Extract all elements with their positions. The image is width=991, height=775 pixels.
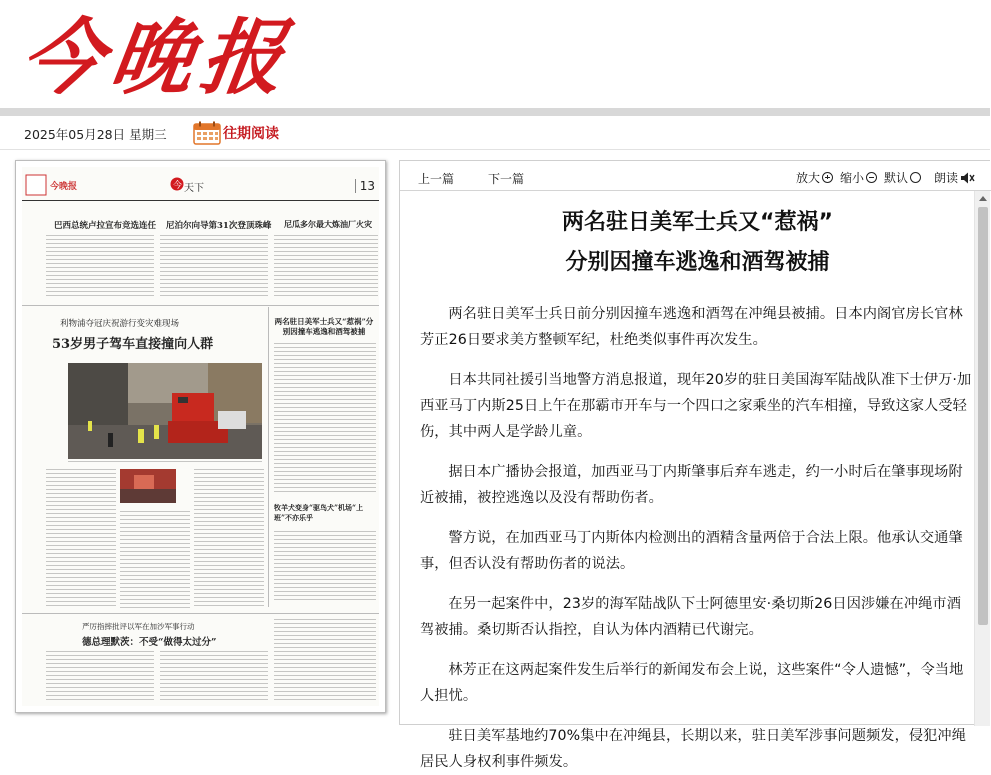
- story-text-1: [46, 235, 154, 297]
- default-size-label: 默认: [884, 171, 909, 185]
- bottom-text-1: [46, 651, 154, 703]
- inset-image: [120, 469, 176, 503]
- side-headline: 两名驻日美军士兵又“惹祸”分别因撞车逃逸和酒驾被捕: [274, 317, 374, 336]
- main-kicker: 利物浦夺冠庆祝游行变灾难现场: [60, 319, 180, 329]
- plus-circle-icon: [822, 172, 833, 183]
- masthead: [0, 0, 990, 110]
- page-section: 天下: [184, 183, 204, 194]
- story-title-3: 尼瓜多尔最大炼油厂火灾: [284, 219, 372, 229]
- minus-circle-icon: [866, 172, 877, 183]
- article-body: [420, 191, 975, 770]
- side-text: [274, 343, 376, 493]
- date-bar: [0, 116, 990, 150]
- page-logo: [26, 173, 96, 197]
- article-paragraph-2: 日本共同社援引当地警方消息报道，现年20岁的驻日美国海军陆战队准下士伊万·加西亚马丁内斯25日上午在那霸市开车与一个四口之家乘坐的汽车相撞，导致这家人受轻伤，其中两人是学龄儿童。: [420, 372, 972, 440]
- current-date: 2025年05月28日 星期三: [24, 127, 167, 142]
- header-divider: [0, 108, 990, 116]
- bottom-headline: 德总理默茨：不受“做得太过分”: [82, 637, 217, 648]
- article-title-line-2: 分别因撞车逃逸和酒驾被捕: [565, 250, 830, 275]
- section-badge-icon: [170, 173, 184, 195]
- speaker-icon: [960, 171, 976, 185]
- past-issues-label: 往期阅读: [223, 126, 279, 142]
- main-text-col-1: [46, 469, 116, 609]
- article-paragraph-1: 两名驻日美军士兵日前分别因撞车逃逸和酒驾在冲绳县被捕。日本内阁官房长官林芳正26日要求美方整顿军纪，杜绝类似事件再次发生。: [420, 306, 963, 348]
- article-paragraph-5: 在另一起案件中，23岁的海军陆战队下士阿德里安·桑切斯26日因涉嫌在冲绳市酒驾被捕。桑切斯否认指控，自认为体内酒精已代谢完。: [420, 596, 961, 638]
- default-size-button[interactable]: [884, 169, 921, 186]
- article-title-line-1: 两名驻日美军士兵又“惹祸”: [562, 210, 833, 235]
- row-divider: [22, 305, 379, 306]
- main-headline: 53岁男子驾车直接撞向人群: [52, 337, 214, 352]
- past-issues-button[interactable]: [193, 120, 279, 146]
- scroll-up-arrow-icon[interactable]: [979, 196, 987, 201]
- story-title-2: 尼泊尔向导第31次登顶珠峰: [166, 221, 272, 231]
- newspaper-logo: [14, 10, 328, 106]
- page-number: 13: [355, 179, 375, 193]
- bottom-text-2: [160, 651, 268, 703]
- zoom-out-button[interactable]: [840, 169, 877, 186]
- read-aloud-button[interactable]: [934, 169, 976, 186]
- article-paragraph-4: 警方说，在加西亚马丁内斯体内检测出的酒精含量两倍于合法上限。他承认交通肇事，但否认没有帮助伤者的说法。: [420, 530, 963, 572]
- story-text-3: [274, 235, 378, 297]
- main-text-col-2: [120, 511, 190, 609]
- inset-photo: [120, 469, 176, 503]
- read-aloud-label: 朗读: [934, 171, 959, 185]
- scrollbar-thumb[interactable]: [978, 207, 988, 625]
- page-header: [22, 167, 379, 201]
- bottom-text-3: [274, 619, 376, 703]
- calendar-icon: [193, 121, 221, 145]
- article-scrollbar[interactable]: [974, 191, 990, 726]
- zoom-out-label: 缩小: [840, 171, 865, 185]
- row-divider-2: [22, 613, 379, 614]
- main-text-col-3: [194, 469, 264, 609]
- zoom-in-button[interactable]: [796, 169, 833, 186]
- mid-text: [274, 531, 376, 601]
- article-paragraph-3: 据日本广播协会报道，加西亚马丁内斯肇事后弃车逃走，约一小时后在肇事现场附近被捕，被控逃逸以及没有帮助伤者。: [420, 464, 963, 506]
- zoom-in-label: 放大: [796, 171, 821, 185]
- story-title-1: 巴西总统卢拉宣布竞选连任: [54, 221, 157, 231]
- article-paragraph-7: 驻日美军基地约70%集中在冲绳县，长期以来，驻日美军涉事问题频发，侵犯冲绳居民人身权利事件频发。: [420, 728, 967, 770]
- prev-article-link[interactable]: 上一篇: [418, 172, 455, 186]
- svg-text:今晚报: 今晚报: [50, 182, 78, 192]
- bottom-kicker: 严厉指摔批评以军在加沙军事行动: [82, 622, 195, 631]
- main-photo: [68, 363, 262, 459]
- reader-toolbar: [400, 161, 991, 191]
- newspaper-page: [22, 167, 379, 706]
- article-reader: [399, 160, 990, 770]
- mid-headline: 牧羊犬变身“驱鸟犬”机场“上班”不亦乐乎: [274, 503, 364, 522]
- street-scene-image: [68, 363, 262, 459]
- newspaper-page-image[interactable]: [15, 160, 386, 713]
- svg-text:今: 今: [173, 181, 183, 191]
- circle-icon: [910, 172, 921, 183]
- column-divider: [268, 307, 269, 607]
- photo-caption: [68, 461, 262, 465]
- story-text-2: [160, 235, 268, 297]
- article-title: [420, 203, 975, 283]
- svg-text:今晚报: 今晚报: [14, 10, 298, 106]
- article-paragraph-6: 林芳正在这两起案件发生后举行的新闻发布会上说，这些案件“令人遗憾”，令当地人担忧。: [420, 662, 964, 704]
- next-article-link[interactable]: 下一篇: [488, 172, 525, 186]
